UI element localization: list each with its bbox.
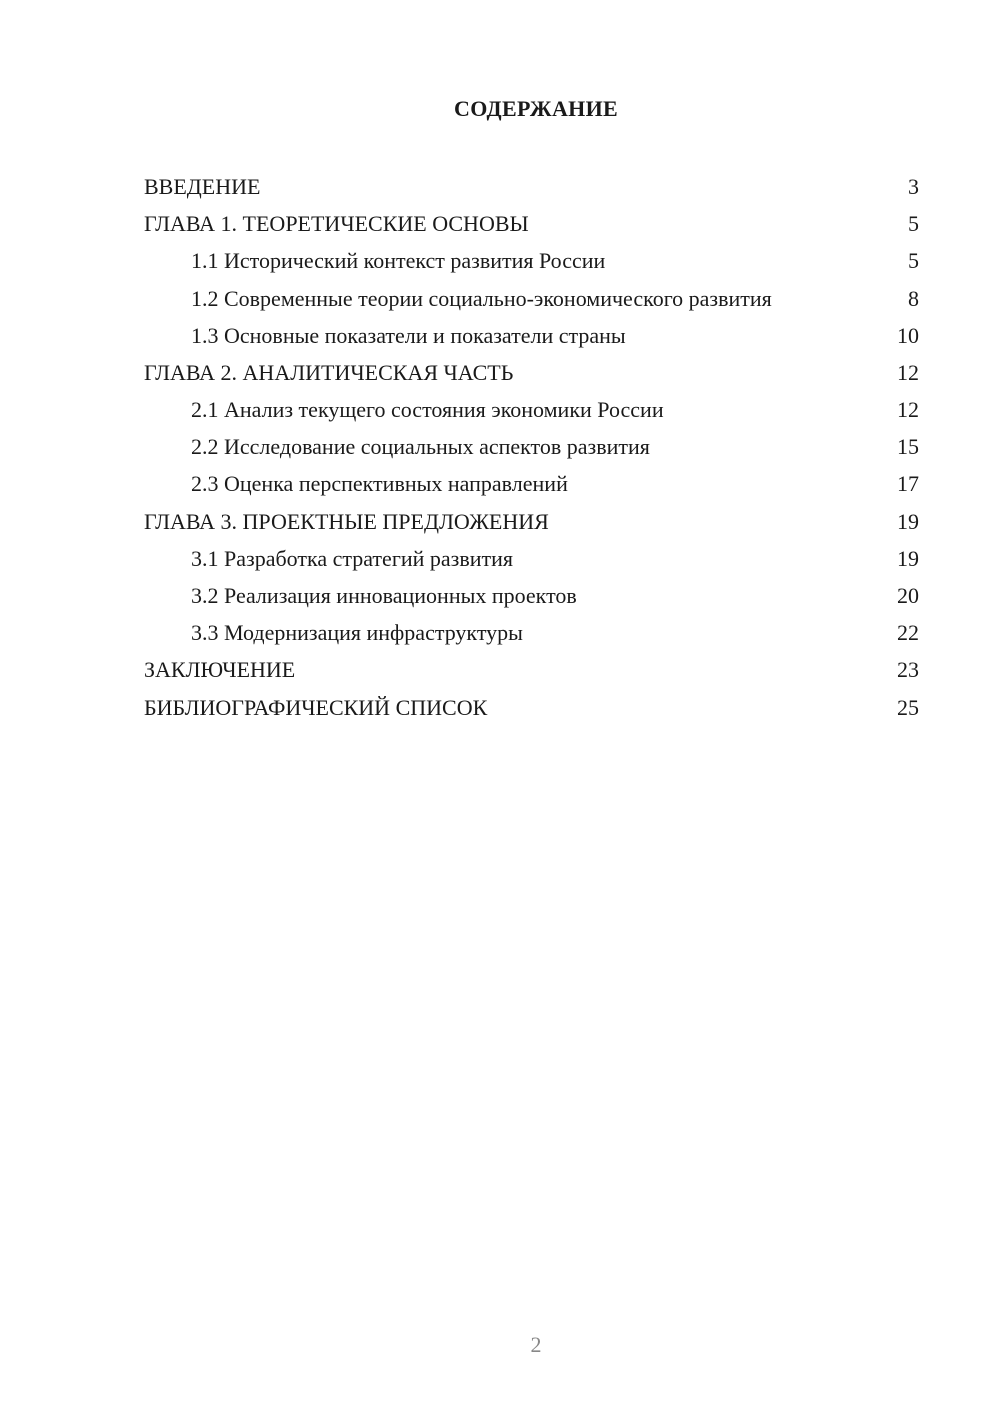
page-number: 2 <box>530 1332 542 1357</box>
toc-entry-label: ЗАКЛЮЧЕНИЕ <box>144 657 296 683</box>
toc-entry-section-2-2[interactable] <box>144 428 919 465</box>
toc-entry-page: 15 <box>897 434 919 460</box>
toc-entry-page: 8 <box>908 285 919 311</box>
toc-entry-section-2-1[interactable] <box>144 391 919 428</box>
toc-entry-chapter-3[interactable] <box>144 503 919 540</box>
toc-entry-page: 17 <box>897 471 919 497</box>
toc-entry-chapter-2[interactable] <box>144 354 919 391</box>
toc-entry-section-1-2[interactable] <box>144 280 919 317</box>
toc-heading: СОДЕРЖАНИЕ <box>454 96 618 121</box>
toc-entry-conclusion[interactable] <box>144 651 919 688</box>
toc-entry-label: ГЛАВА 3. ПРОЕКТНЫЕ ПРЕДЛОЖЕНИЯ <box>144 508 549 534</box>
toc-entry-label: 2.1 Анализ текущего состояния экономики России <box>191 397 664 423</box>
toc-entry-page: 5 <box>908 211 919 237</box>
toc-entry-section-2-3[interactable] <box>144 465 919 502</box>
toc-entry-page: 12 <box>897 397 919 423</box>
toc-entry-page: 10 <box>897 322 919 348</box>
toc-entry-chapter-1[interactable] <box>144 205 919 242</box>
toc-entry-bibliography[interactable] <box>144 689 919 726</box>
toc-entry-page: 22 <box>897 620 919 646</box>
toc-entry-page: 25 <box>897 694 919 720</box>
toc-entry-label: 1.3 Основные показатели и показатели страны <box>191 322 626 348</box>
toc-entry-section-3-1[interactable] <box>144 540 919 577</box>
toc-entry-section-3-2[interactable] <box>144 577 919 614</box>
toc-entry-label: 2.2 Исследование социальных аспектов развития <box>191 434 650 460</box>
toc-entry-section-1-3[interactable] <box>144 317 919 354</box>
toc-entry-page: 5 <box>908 248 919 274</box>
toc-entry-page: 19 <box>897 545 919 571</box>
table-of-contents <box>144 168 919 726</box>
toc-entry-label: БИБЛИОГРАФИЧЕСКИЙ СПИСОК <box>144 694 488 720</box>
toc-entry-page: 3 <box>908 174 919 199</box>
toc-entry-label: 3.1 Разработка стратегий развития <box>191 545 514 571</box>
toc-entry-page: 12 <box>897 359 919 385</box>
toc-entry-label: 1.1 Исторический контекст развития России <box>191 248 606 274</box>
toc-entry-label: ГЛАВА 2. АНАЛИТИЧЕСКАЯ ЧАСТЬ <box>144 359 514 385</box>
toc-entry-label: ГЛАВА 1. ТЕОРЕТИЧЕСКИЕ ОСНОВЫ <box>144 211 529 237</box>
toc-entry-label: 2.3 Оценка перспективных направлений <box>191 471 568 497</box>
toc-entry-section-1-1[interactable] <box>144 242 919 279</box>
toc-entry-page: 20 <box>897 583 919 609</box>
toc-entry-page: 19 <box>897 508 919 534</box>
toc-entry-section-3-3[interactable] <box>144 614 919 651</box>
toc-entry-introduction[interactable] <box>144 168 919 205</box>
toc-entry-label: ВВЕДЕНИЕ <box>144 174 261 199</box>
toc-entry-page: 23 <box>897 657 919 683</box>
toc-entry-label: 3.3 Модернизация инфраструктуры <box>191 620 523 646</box>
toc-entry-label: 1.2 Современные теории социально-экономического развития <box>191 285 772 311</box>
toc-entry-label: 3.2 Реализация инновационных проектов <box>191 583 577 609</box>
